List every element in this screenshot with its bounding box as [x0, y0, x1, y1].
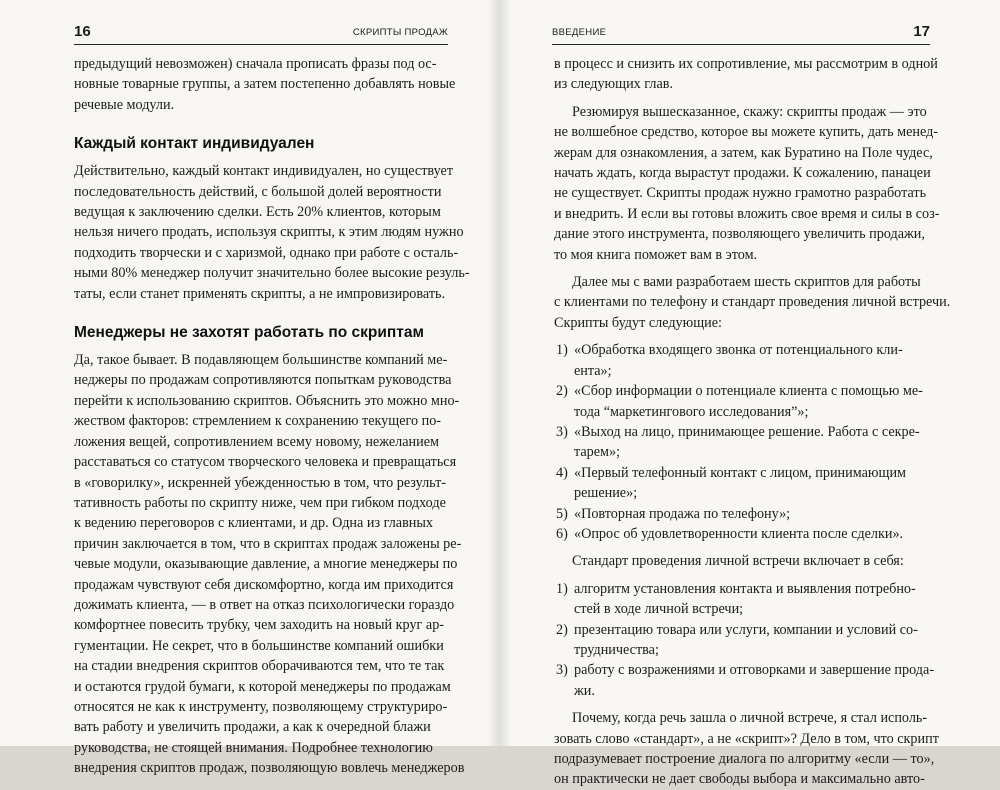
- list-item: 2) «Сбор информации о потенциале клиента с помощью ме-: [556, 383, 923, 400]
- list-item-continuation: ента»;: [574, 362, 612, 379]
- list-item-continuation: стей в ходе личной встречи;: [574, 601, 744, 618]
- scripts-list: [554, 340, 932, 544]
- text-line: тативность работы по скрипту ниже, чем при гибком подходе: [74, 494, 446, 511]
- list-item-continuation: жи.: [574, 682, 595, 699]
- list-item: 3) работу с возражениями и отговорками и завершение прода-: [556, 662, 935, 679]
- text-line: он практически не дает свободы выбора и максимально авто-: [554, 771, 925, 788]
- text-line: подходить творчески и с харизмой, однако при работе с осталь-: [74, 244, 459, 261]
- list-item: 2) презентацию товара или услуги, компании и условий со-: [556, 621, 918, 638]
- list-item: 5) «Повторная продажа по телефону»;: [556, 505, 791, 522]
- text-line: и внедрить. И если вы готовы вложить свое время и силы в соз-: [554, 205, 940, 222]
- text-line: вать работу и увеличить продажи, а как к очередной блажи: [74, 719, 431, 736]
- list-item: 1) «Обработка входящего звонка от потенциального кли-: [556, 342, 903, 359]
- text-line: Да, такое бывает. В подавляющем большинстве компаний ме-: [74, 352, 448, 369]
- paragraph: [554, 272, 951, 333]
- left-page-header: [74, 22, 448, 45]
- text-line: к ведению переговоров с клиентами, и др. Одна из главных: [74, 515, 434, 532]
- text-line: внедрения скриптов продаж, позволяющую вовлечь менеджеров: [74, 760, 465, 777]
- right-page-body: [554, 54, 951, 790]
- section-paragraph: [74, 161, 470, 304]
- text-line: не волшебное средство, которое вы можете купить, дать менед-: [554, 124, 939, 141]
- left-page: [0, 0, 500, 777]
- text-line: дожимать клиента, — в ответ на отказ психологически гораздо: [74, 596, 455, 613]
- paragraph: [554, 708, 939, 790]
- text-line: ложения вещей, сопротивлением всему новому, нежеланием: [74, 433, 439, 450]
- text-line: продажам чувствуют себя дискомфортно, когда им приходится: [74, 576, 454, 593]
- text-line: подразумевает построение диалога по алгоритму «если — то»,: [554, 751, 935, 767]
- section-heading: Менеджеры не захотят работать по скриптам: [74, 324, 424, 342]
- paragraph: [554, 54, 938, 95]
- text-line: Резюмируя вышесказанное, скажу: скрипты продаж — это: [572, 103, 927, 120]
- text-line: Скрипты будут следующие:: [554, 314, 723, 331]
- standard-list: [554, 579, 935, 701]
- list-item: 3) «Выход на лицо, принимающее решение. Работа с секре-: [556, 423, 920, 440]
- text-line: относятся не как к инструменту, позволяющему структуриро-: [74, 698, 448, 715]
- text-line: в «говорилку», искренней убежденностью в том, что результ-: [74, 474, 446, 491]
- text-line: из следующих глав.: [554, 76, 674, 93]
- running-header: ВВЕДЕНИЕ: [552, 27, 607, 38]
- text-line: перейти к использованию скриптов. Объяснить это можно мно-: [74, 392, 460, 409]
- text-line: речевые модули.: [74, 96, 175, 113]
- text-line: жеством факторов: стремлением к сохранению текущего по-: [74, 413, 442, 430]
- page-number: 17: [913, 23, 930, 40]
- intro-paragraph: [74, 54, 456, 115]
- text-line: и остаются грудой бумаги, к которой менеджеры по продажам: [74, 678, 451, 695]
- list-item-continuation: тарем»;: [574, 444, 621, 461]
- text-line: то моя книга поможет вам в этом.: [554, 246, 758, 263]
- list-item-continuation: решение»;: [574, 485, 638, 502]
- text-line: комфортнее повесить трубку, чем заходить на новый круг ар-: [74, 617, 445, 634]
- text-line: ведущая к заключению сделки. Есть 20% клиентов, которым: [74, 204, 441, 221]
- text-line: нельзя ничего продать, используя скрипты, к этим людям нужно: [74, 224, 464, 241]
- text-line: неджеры по продажам сопротивляются попыткам руководства: [74, 372, 452, 389]
- text-line: с клиентами по телефону и стандарт проведения личной встречи.: [554, 294, 951, 311]
- text-line: руководства, не стоящей внимания. Подробнее технологию: [74, 739, 433, 756]
- text-line: предыдущий невозможен) сначала прописать фразы под ос-: [74, 56, 437, 72]
- right-page: [500, 0, 1000, 788]
- text-line: на стадии внедрения скриптов оборачиваются тем, что те так: [74, 658, 445, 675]
- list-item: 1) алгоритм установления контакта и выявления потребно-: [556, 580, 916, 597]
- text-line: Действительно, каждый контакт индивидуален, но существует: [74, 163, 454, 180]
- running-header: СКРИПТЫ ПРОДАЖ: [352, 27, 448, 38]
- section-paragraph: [74, 350, 465, 779]
- text-line: ными 80% менеджер получит значительно более высокие резуль-: [74, 265, 470, 282]
- list-item-continuation: трудничества;: [574, 641, 659, 658]
- list-item: 4) «Первый телефонный контакт с лицом, принимающим: [556, 464, 907, 481]
- text-line: расставаться со статусом творческого человека и превращаться: [74, 454, 457, 471]
- page-number: 16: [74, 23, 91, 40]
- text-line: жерам для ознакомления, а затем, как Буратино на Поле чудес,: [554, 144, 933, 161]
- text-line: последовательность действий, с большой долей вероятности: [74, 183, 442, 200]
- list-item-continuation: тода “маркетингового исследования”»;: [574, 403, 809, 420]
- list-item: 6) «Опрос об удовлетворенности клиента после сделки».: [556, 525, 904, 542]
- left-page-body: [74, 54, 470, 779]
- text-line: Почему, когда речь зашла о личной встрече, я стал исполь-: [572, 710, 928, 727]
- text-line: причин заключается в том, что в скриптах продаж заложены ре-: [74, 535, 462, 552]
- text-line: новные товарные группы, а затем постепенно добавлять новые: [74, 76, 456, 93]
- text-line: дание этого инструмента, позволяющего увеличить продажи,: [554, 226, 925, 243]
- list-intro: Стандарт проведения личной встречи включает в себя:: [572, 553, 904, 570]
- text-line: в процесс и снизить их сопротивление, мы рассмотрим в одной: [554, 56, 938, 72]
- right-page-header: [552, 22, 930, 45]
- text-line: гументации. Не секрет, что в большинстве компаний ошибки: [74, 637, 444, 654]
- text-line: таты, если станет применять скрипты, а не импровизировать.: [74, 285, 446, 302]
- text-line: зовать слово «стандарт», а не «скрипт»? Дело в том, что скрипт: [554, 730, 939, 747]
- paragraph: [554, 102, 940, 265]
- section-heading: Каждый контакт индивидуален: [74, 135, 315, 153]
- text-line: чевые модули, оказывающие давление, а многие менеджеры по: [74, 556, 458, 573]
- text-line: Далее мы с вами разработаем шесть скриптов для работы: [572, 274, 921, 291]
- text-line: начать ждать, когда вырастут продажи. К сожалению, панацеи: [554, 165, 931, 182]
- text-line: не существует. Скрипты продаж нужно грамотно разработать: [554, 185, 927, 202]
